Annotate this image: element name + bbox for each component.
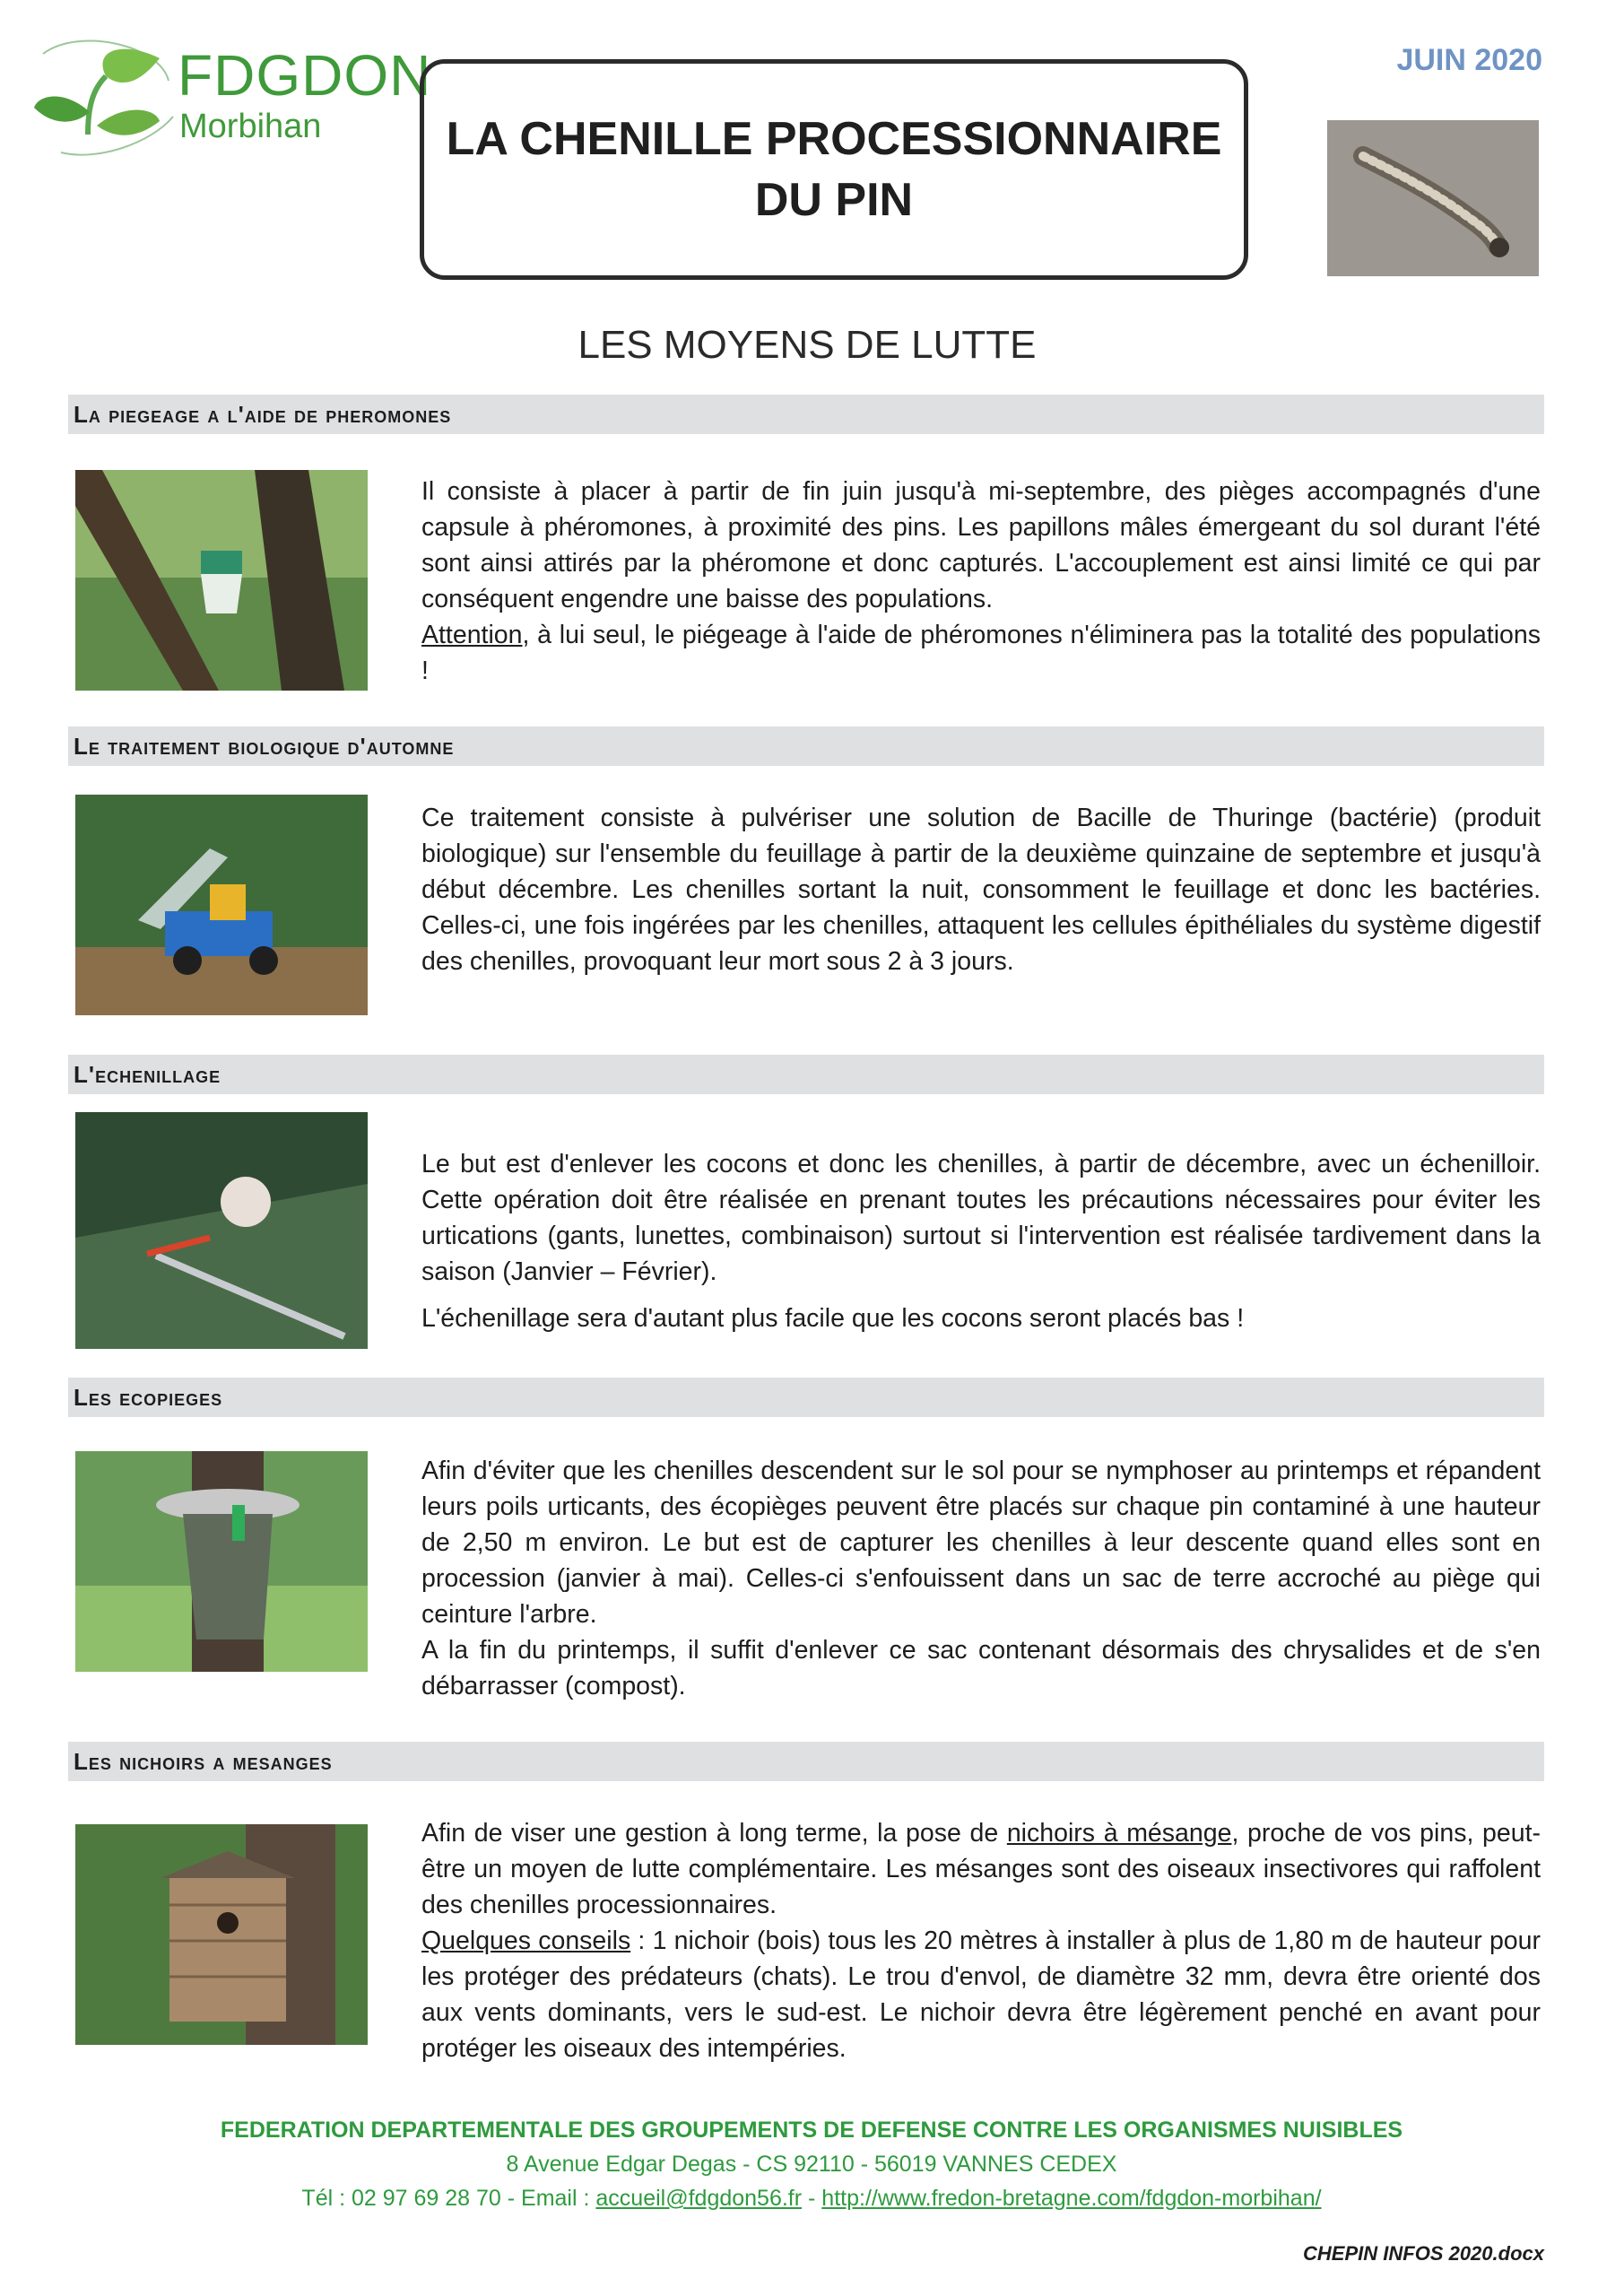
section-subtitle: LES MOYENS DE LUTTE bbox=[578, 323, 1037, 367]
birdhouse-photo bbox=[75, 1824, 368, 2045]
fdgdon-logo bbox=[25, 27, 432, 161]
title-line-2: DU PIN bbox=[754, 174, 914, 226]
attention-label: Attention bbox=[421, 621, 523, 649]
ecopieges-paragraph-2: A la fin du printemps, il suffit d'enlever ce sac contenant désormais des chrysalides et de s'en débarrasser (compost). bbox=[421, 1636, 1541, 1700]
footer bbox=[161, 2113, 1462, 2215]
logo-brand: FDGDON bbox=[178, 43, 432, 108]
leaf-logo-icon bbox=[25, 27, 178, 161]
nichoirs-p1-end: , proche de vos pins, peut-être un moyen de lutte complémentaire. Les mésanges sont des oiseaux insectivores qui raffolent des chenilles processionnaires. bbox=[421, 1819, 1541, 1919]
tips-text: : 1 nichoir (bois) tous les 20 mètres à installer à plus de 1,80 m de hauteur pour les protéger des prédateurs (chats). Le trou d'envol, de diamètre 32 mm, devra être orienté dos aux vents dominants, vers le sud-est. Le nichoir devra être légèrement penché en avant pour protéger les oiseaux des intempéries. bbox=[421, 1926, 1541, 2063]
biological-treatment-text bbox=[421, 800, 1541, 979]
logo-subtitle: Morbihan bbox=[179, 108, 322, 145]
nichoirs-text bbox=[421, 1815, 1541, 2066]
footer-separator: - bbox=[802, 2186, 822, 2211]
nichoirs-paragraph-1 bbox=[421, 1815, 1541, 1923]
attention-text: , à lui seul, le piégeage à l'aide de phéromones n'éliminera pas la totalité des populations ! bbox=[421, 621, 1541, 685]
pheromone-warning bbox=[421, 617, 1541, 689]
footer-contact bbox=[161, 2181, 1462, 2215]
pheromone-paragraph: Il consiste à placer à partir de fin juin jusqu'à mi-septembre, des pièges accompagnés d'une capsule à phéromones, à proximité des pins. Les papillons mâles émergeant du sol durant l'été sont ainsi attirés par la phéromone et donc capturés. L'accouplement est ainsi limité ce qui par conséquent engendre une baisse des populations. bbox=[421, 477, 1541, 613]
heading-pheromone-trapping: La piegeage a l'aide de pheromones bbox=[68, 395, 1544, 434]
echenillage-paragraph-2: L'échenillage sera d'autant plus facile que les cocons seront placés bas ! bbox=[421, 1304, 1245, 1333]
ecopieges-paragraph-1: Afin d'éviter que les chenilles descendent sur le sol pour se nymphoser au printemps et répandent leurs poils urticants, des écopièges peuvent être placés sur chaque pin contaminé à une hauteur de 2,50 m environ. Le but est de capturer les chenilles à leur descente quand elles sont en procession (janvier à mai). Celles-ci s'enfouissent dans un sac de terre accroché au piège qui ceinture l'arbre. bbox=[421, 1457, 1541, 1629]
footer-organization: FEDERATION DEPARTEMENTALE DES GROUPEMENTS DE DEFENSE CONTRE LES ORGANISMES NUISIBLES bbox=[220, 2118, 1403, 2143]
title-line-1: LA CHENILLE PROCESSIONNAIRE bbox=[446, 113, 1222, 165]
echenilloir-photo bbox=[75, 1112, 368, 1349]
biological-treatment-paragraph: Ce traitement consiste à pulvériser une solution de Bacille de Thuringe (bactérie) (produit biologique) sur l'ensemble du feuillage à partir de la deuxième quinzaine de septembre et jusqu'à début décembre. Les chenilles sortant la nuit, consomment le feuillage et donc les bactéries. Celles-ci, une fois ingérées par les chenilles, attaquent les cellules épithéliales du système digestif des chenilles, provoquant leur mort sous 2 à 3 jours. bbox=[421, 804, 1541, 976]
nichoirs-paragraph-2 bbox=[421, 1923, 1541, 2066]
echenillage-text bbox=[421, 1146, 1541, 1336]
footer-email-link[interactable]: accueil@fdgdon56.fr bbox=[595, 2186, 803, 2211]
ecopieges-text bbox=[421, 1453, 1541, 1704]
footer-tel: Tél : 02 97 69 28 70 - Email : bbox=[301, 2186, 596, 2211]
caterpillar-photo bbox=[1327, 120, 1539, 276]
heading-nichoirs: Les nichoirs a mesanges bbox=[68, 1742, 1544, 1781]
ecopiege-photo bbox=[75, 1451, 368, 1672]
heading-echenillage: L'echenillage bbox=[68, 1055, 1544, 1094]
pheromone-text bbox=[421, 474, 1541, 689]
footer-address: 8 Avenue Edgar Degas - CS 92110 - 56019 VANNES CEDEX bbox=[506, 2152, 1117, 2177]
issue-date: JUIN 2020 bbox=[1396, 43, 1542, 77]
nichoirs-link[interactable]: nichoirs à mésange bbox=[1006, 1819, 1232, 1848]
echenillage-paragraph-1: Le but est d'enlever les cocons et donc les chenilles, à partir de décembre, avec un échenilloir. Cette opération doit être réalisée en prenant toutes les précautions nécessaires pour éviter les urtications (gants, lunettes, combinaison) surtout si l'intervention est réalisée tardivement dans la saison (Janvier – Février). bbox=[421, 1150, 1541, 1286]
document-title-box bbox=[420, 59, 1248, 280]
heading-ecopieges: Les ecopieges bbox=[68, 1378, 1544, 1417]
pheromone-trap-photo bbox=[75, 470, 368, 691]
nichoirs-p1-start: Afin de viser une gestion à long terme, la pose de bbox=[421, 1819, 1007, 1848]
document-filename: CHEPIN INFOS 2020.docx bbox=[1303, 2242, 1544, 2265]
spraying-tractor-photo bbox=[75, 795, 368, 1015]
footer-website-link[interactable]: http://www.fredon-bretagne.com/fdgdon-morbihan/ bbox=[821, 2186, 1322, 2211]
tips-label: Quelques conseils bbox=[421, 1926, 631, 1955]
heading-biological-treatment: Le traitement biologique d'automne bbox=[68, 726, 1544, 766]
